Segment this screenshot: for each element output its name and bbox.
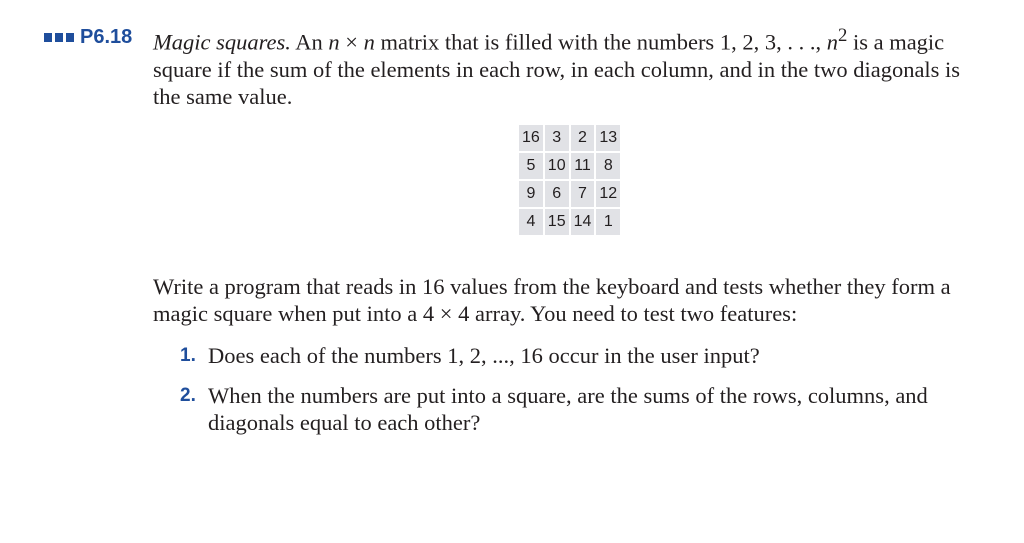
table-cell: 15 bbox=[545, 209, 569, 235]
problem-intro bbox=[153, 22, 993, 110]
list-number: 1. bbox=[180, 345, 196, 366]
table-cell: 4 bbox=[519, 209, 543, 235]
table-cell: 1 bbox=[596, 209, 620, 235]
table-row bbox=[519, 209, 620, 235]
table-cell: 7 bbox=[571, 181, 595, 207]
list-item bbox=[180, 342, 980, 369]
intro-text: is a magic square if the sum of the elements in each row, in each column, and in the two diagonals is the same value. bbox=[153, 29, 961, 109]
list-number: 2. bbox=[180, 385, 196, 406]
table-cell: 14 bbox=[571, 209, 595, 235]
intro-text: matrix that is filled with the numbers 1, 2, 3, . . ., bbox=[374, 29, 827, 55]
intro-text: An bbox=[290, 29, 329, 55]
table-cell: 12 bbox=[596, 181, 620, 207]
difficulty-square-icon bbox=[66, 33, 74, 42]
table-cell: 5 bbox=[519, 153, 543, 179]
table-cell: 16 bbox=[519, 125, 543, 151]
magic-square-table bbox=[517, 123, 622, 237]
list-item bbox=[180, 382, 980, 436]
problem-number: P6.18 bbox=[80, 26, 133, 48]
list-text: Does each of the numbers 1, 2, ..., 16 occur in the user input? bbox=[208, 343, 760, 368]
table-cell: 6 bbox=[545, 181, 569, 207]
table-cell: 13 bbox=[596, 125, 620, 151]
problem-heading: Magic squares. bbox=[153, 29, 291, 55]
difficulty-marker-icon bbox=[44, 33, 74, 42]
var-n: n bbox=[363, 29, 375, 55]
difficulty-square-icon bbox=[55, 33, 63, 42]
table-row bbox=[519, 125, 620, 151]
table-cell: 10 bbox=[545, 153, 569, 179]
difficulty-square-icon bbox=[44, 33, 52, 42]
var-n: n bbox=[328, 29, 340, 55]
table-cell: 8 bbox=[596, 153, 620, 179]
list-text: When the numbers are put into a square, are the sums of the rows, columns, and diagonals equal to each other? bbox=[208, 383, 928, 435]
table-cell: 3 bbox=[545, 125, 569, 151]
table-cell: 11 bbox=[571, 153, 595, 179]
task-description: Write a program that reads in 16 values from the keyboard and tests whether they form a magic square when put into a 4 × 4 array. You need to test two features: bbox=[153, 274, 951, 326]
times-sign: × bbox=[339, 29, 364, 55]
table-cell: 9 bbox=[519, 181, 543, 207]
var-n: n bbox=[826, 29, 838, 55]
table-cell: 2 bbox=[571, 125, 595, 151]
table-row bbox=[519, 153, 620, 179]
table-row bbox=[519, 181, 620, 207]
exponent: 2 bbox=[837, 25, 848, 46]
requirements-list bbox=[180, 342, 980, 449]
